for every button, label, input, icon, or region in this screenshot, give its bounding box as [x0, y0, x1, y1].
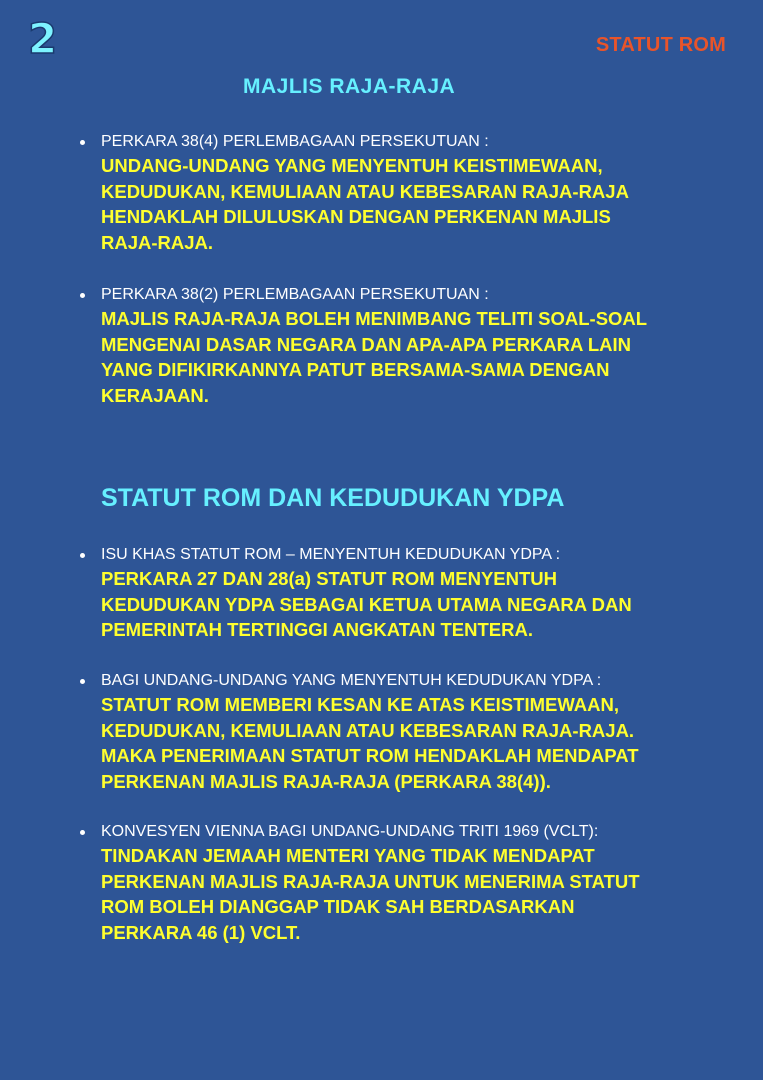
bullet-dot-icon: [80, 140, 85, 145]
list-item-label: ISU KHAS STATUT ROM – MENYENTUH KEDUDUKAN YDPA :: [101, 546, 561, 563]
list-item: [101, 133, 721, 255]
list-item: [101, 286, 721, 408]
list-item-label: PERKARA 38(4) PERLEMBAGAAN PERSEKUTUAN :: [101, 133, 489, 150]
list-item: [101, 546, 721, 643]
list-item-text: STATUT ROM MEMBERI KESAN KE ATAS KEISTIMEWAAN, KEDUDUKAN, KEMULIAAN ATAU KEBESARAN RAJA-RAJA. MAKA PENERIMAAN STATUT ROM HENDAKLAH MENDAPAT PERKENAN MAJLIS RAJA-RAJA (PERKARA 38(4)).: [101, 694, 639, 792]
section-heading-majlis: MAJLIS RAJA-RAJA: [243, 75, 456, 98]
list-item-label: PERKARA 38(2) PERLEMBAGAAN PERSEKUTUAN :: [101, 286, 489, 303]
list-item-text: PERKARA 27 DAN 28(a) STATUT ROM MENYENTUH KEDUDUKAN YDPA SEBAGAI KETUA UTAMA NEGARA DAN PEMERINTAH TERTINGGI ANGKATAN TENTERA.: [101, 568, 632, 640]
bullet-dot-icon: [80, 553, 85, 558]
list-item: [101, 823, 721, 945]
list-item-text: TINDAKAN JEMAAH MENTERI YANG TIDAK MENDAPAT PERKENAN MAJLIS RAJA-RAJA UNTUK MENERIMA STATUT ROM BOLEH DIANGGAP TIDAK SAH BERDASARKAN PERKARA 46 (1) VCLT.: [101, 845, 640, 943]
list-item-text: UNDANG-UNDANG YANG MENYENTUH KEISTIMEWAAN, KEDUDUKAN, KEMULIAAN ATAU KEBESARAN RAJA-RAJA HENDAKLAH DILULUSKAN DENGAN PERKENAN MAJLIS RAJA-RAJA.: [101, 155, 629, 253]
section-heading-statut-rom: STATUT ROM DAN KEDUDUKAN YDPA: [101, 484, 565, 512]
list-item-label: KONVESYEN VIENNA BAGI UNDANG-UNDANG TRITI 1969 (VCLT):: [101, 823, 599, 840]
bullet-dot-icon: [80, 293, 85, 298]
page-number: 2: [28, 14, 58, 63]
list-item: [101, 672, 721, 794]
list-item-label: BAGI UNDANG-UNDANG YANG MENYENTUH KEDUDUKAN YDPA :: [101, 672, 602, 689]
list-item-text: MAJLIS RAJA-RAJA BOLEH MENIMBANG TELITI SOAL-SOAL MENGENAI DASAR NEGARA DAN APA-APA PERKARA LAIN YANG DIFIKIRKANNYA PATUT BERSAMA-SAMA DENGAN KERAJAAN.: [101, 308, 648, 406]
bullet-dot-icon: [80, 679, 85, 684]
document-header-label: STATUT ROM: [595, 34, 726, 56]
bullet-dot-icon: [80, 830, 85, 835]
